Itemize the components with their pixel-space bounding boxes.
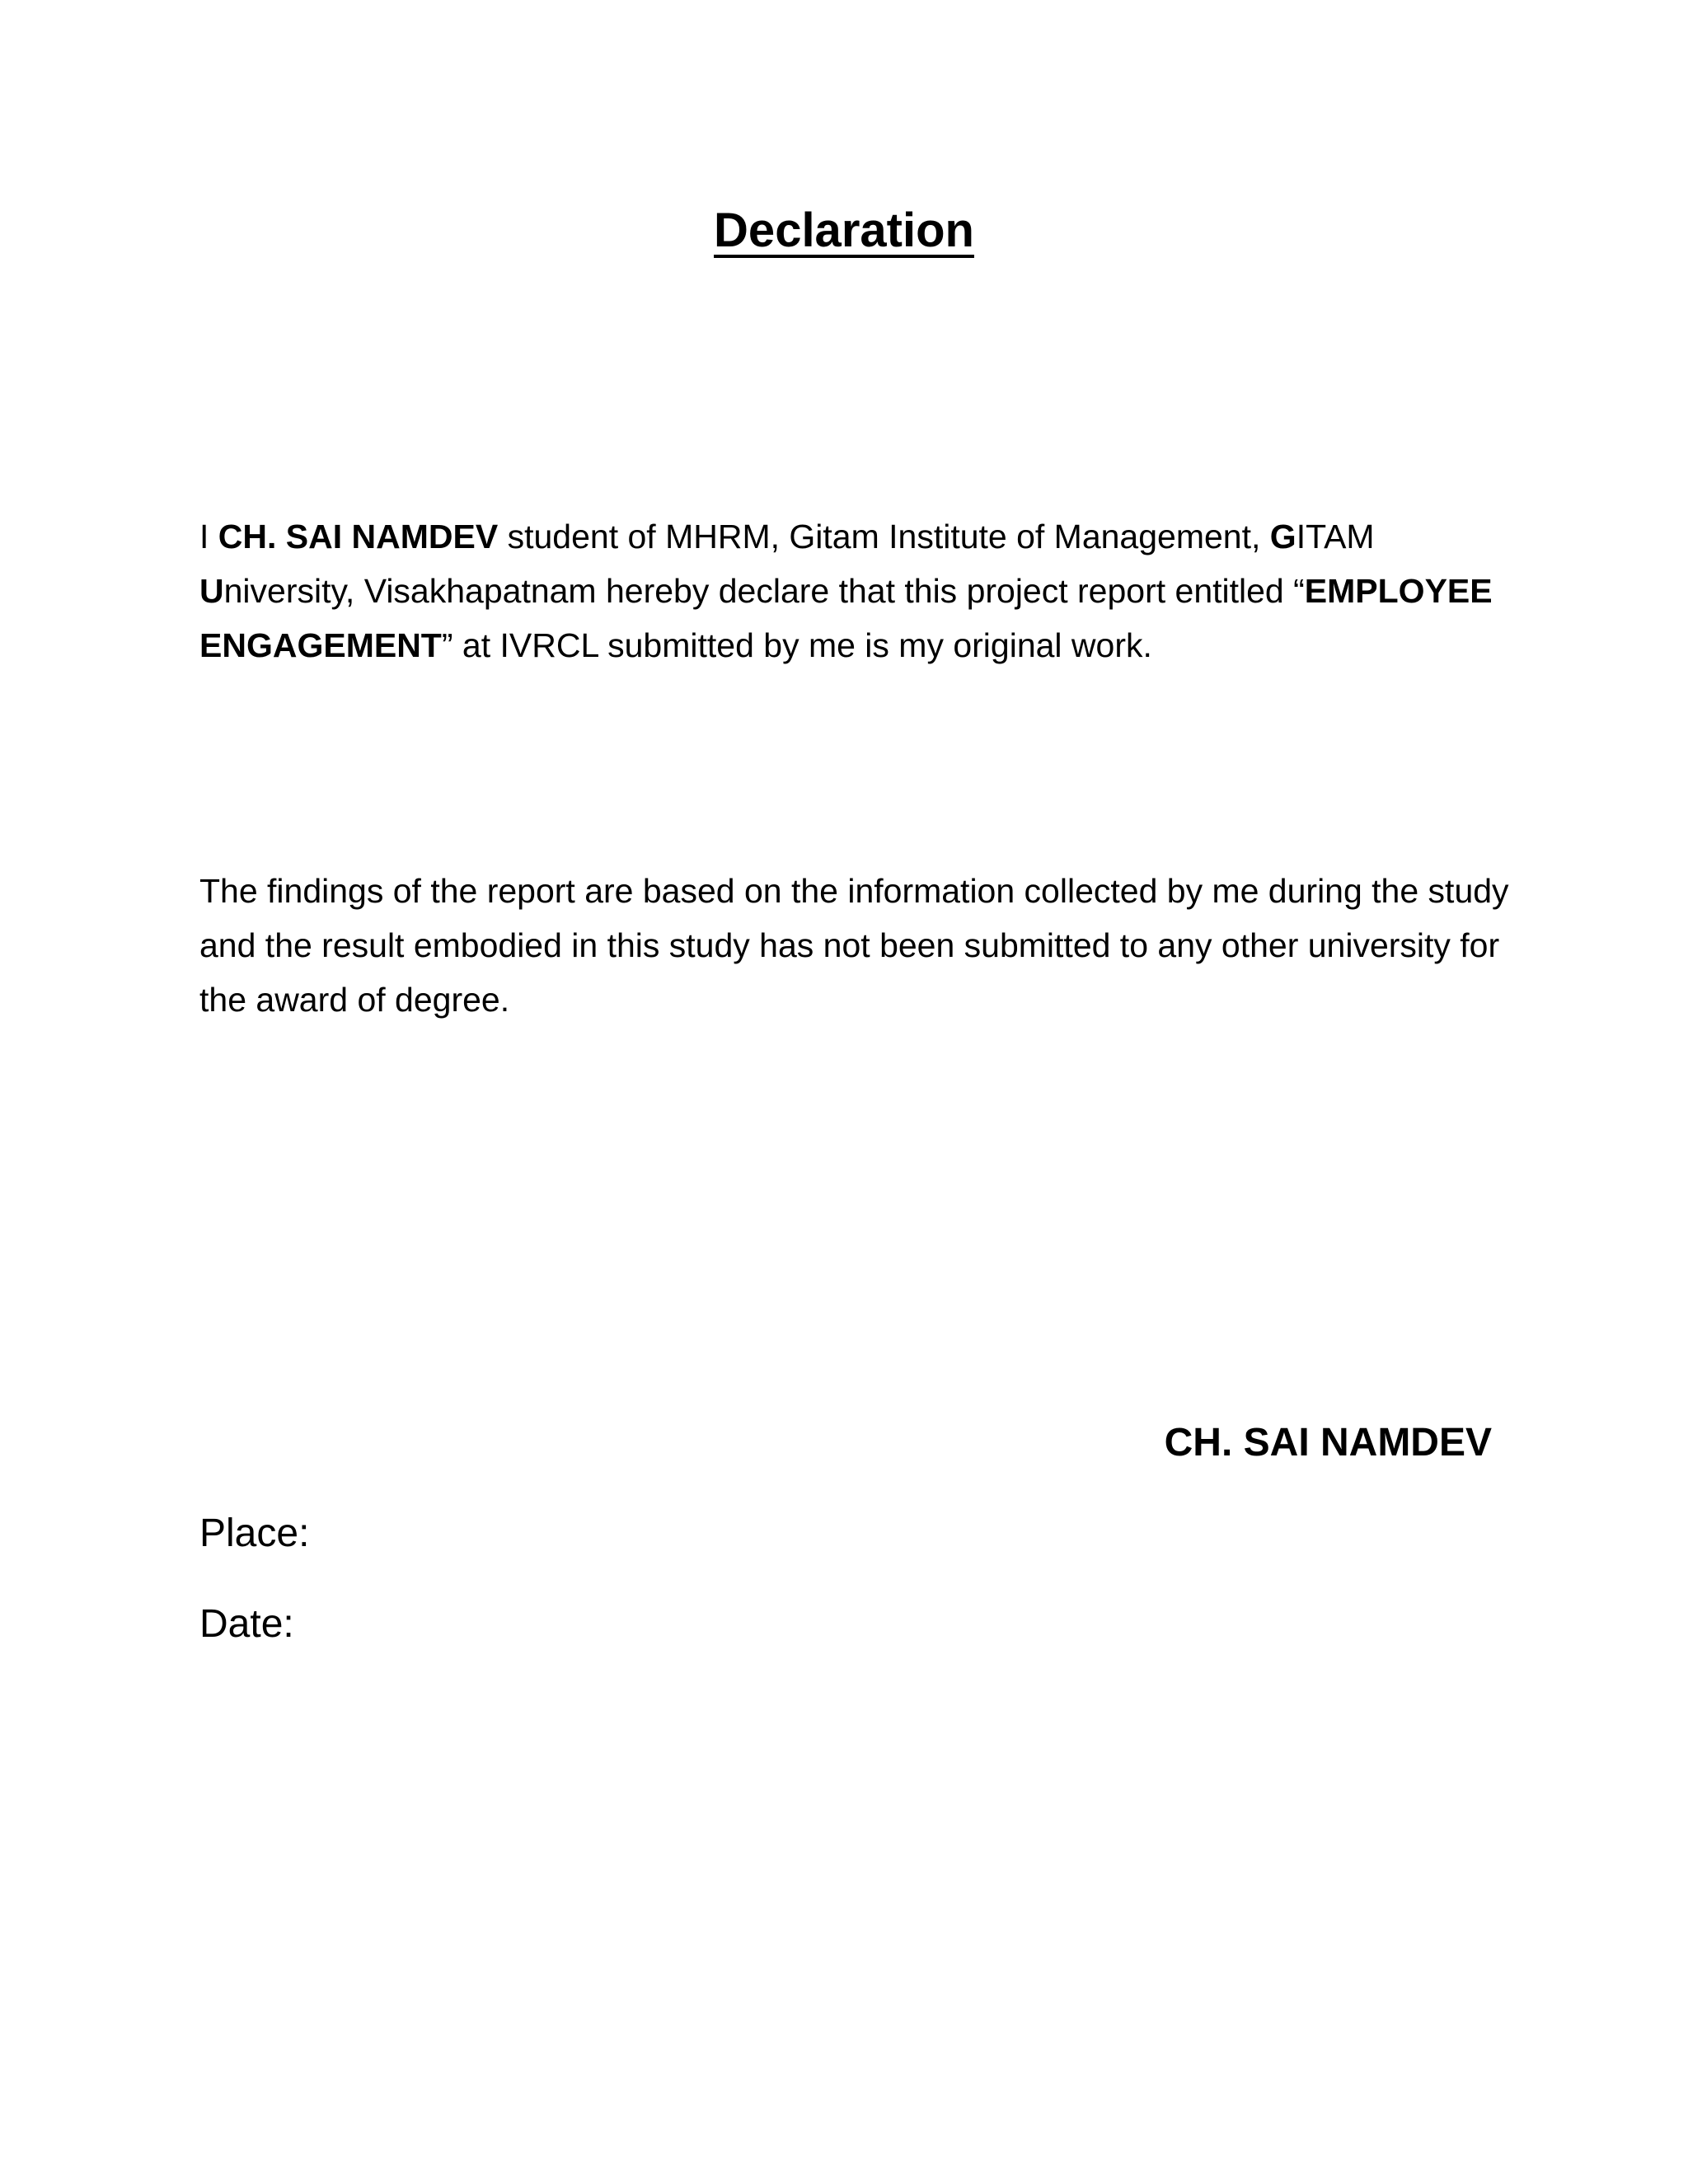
gitam-initial-bold: G <box>1269 518 1296 555</box>
title-text: Declaration <box>714 204 974 257</box>
declaration-text-part: niversity, Visakhapatnam hereby declare that this project report entitled “ <box>223 572 1305 610</box>
page-title <box>0 198 1688 264</box>
declaration-text-part: I <box>199 518 218 555</box>
date-label: Date: <box>199 1602 294 1646</box>
student-name-bold: CH. SAI NAMDEV <box>218 518 499 555</box>
declaration-text-part: ” at IVRCL submitted by me is my original work. <box>441 626 1152 664</box>
findings-paragraph: The findings of the report are based on the information collected by me during the study and the result embodied in this study has not been submitted to any other university for the award of degree. <box>199 872 1509 1019</box>
declaration-paragraph <box>199 509 1535 673</box>
declaration-text-part: ITAM <box>1296 518 1375 555</box>
declaration-text-part: student of MHRM, Gitam Institute of Management, <box>498 518 1270 555</box>
project-title-bold: EMPLOYEE ENGAGEMENT <box>199 572 1493 664</box>
university-initial-bold: U <box>199 572 224 610</box>
signature-name: CH. SAI NAMDEV <box>1164 1421 1492 1465</box>
place-label: Place: <box>199 1511 310 1555</box>
